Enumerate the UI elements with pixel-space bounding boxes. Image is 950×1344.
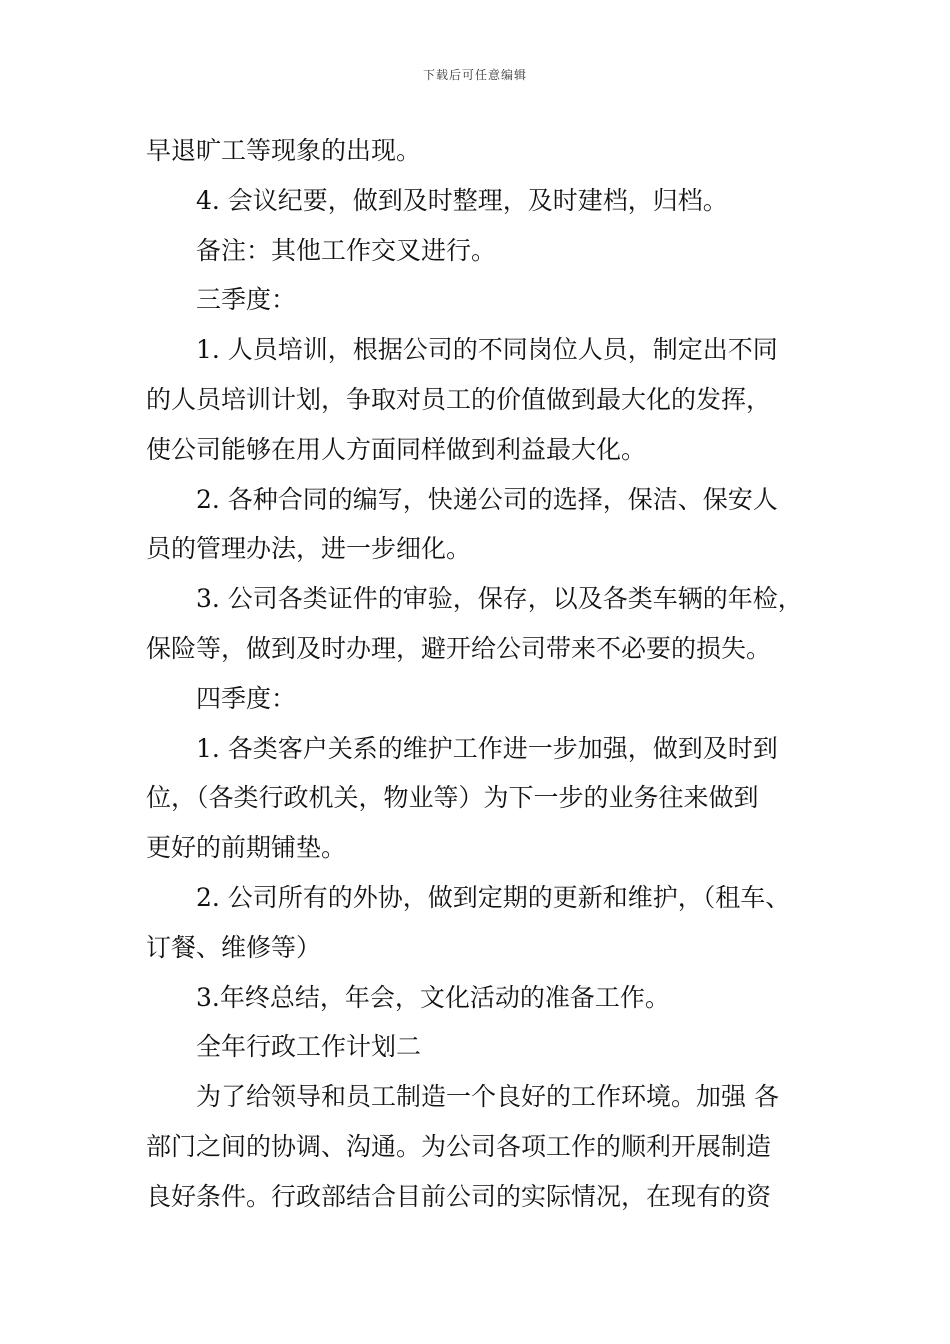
section-heading: 三季度： xyxy=(196,285,297,315)
text-line: 更好的前期铺垫。 xyxy=(146,833,347,863)
text-line: 1. 各类客户关系的维护工作进一步加强，做到及时到 xyxy=(196,733,778,763)
text-line: 2. 各种合同的编写，快递公司的选择，保洁、保安人 xyxy=(196,484,778,514)
section-title: 全年行政工作计划二 xyxy=(196,1032,422,1062)
text-line: 2. 公司所有的外协，做到定期的更新和维护，（租车、 xyxy=(196,882,791,912)
text-line: 的人员培训计划，争取对员工的价值做到最大化的发挥， xyxy=(146,384,772,414)
text-line: 良好条件。行政部结合目前公司的实际情况，在现有的资 xyxy=(146,1181,772,1211)
text-line: 早退旷工等现象的出现。 xyxy=(146,136,422,165)
section-heading: 四季度： xyxy=(196,683,297,713)
text-line: 部门之间的协调、沟通。为公司各项工作的顺利开展制造 xyxy=(146,1131,772,1161)
text-line: 备注：其他工作交叉进行。 xyxy=(196,235,497,265)
document-body xyxy=(146,126,811,1222)
text-line: 3.年终总结，年会，文化活动的准备工作。 xyxy=(196,982,670,1012)
page-header: 下载后可任意编辑 xyxy=(422,68,527,82)
text-line: 为了给领导和员工制造一个良好的工作环境。加强 各 xyxy=(196,1082,779,1112)
text-line: 保险等，做到及时办理，避开给公司带来不必要的损失。 xyxy=(146,633,772,663)
text-line: 使公司能够在用人方面同样做到利益最大化。 xyxy=(146,434,647,464)
text-line: 4. 会议纪要，做到及时整理，及时建档，归档。 xyxy=(196,185,728,215)
text-line: 订餐、维修等） xyxy=(146,932,322,962)
text-line: 位，（各类行政机关，物业等）为下一步的业务往来做到 xyxy=(146,783,759,813)
text-line: 3. 公司各类证件的审验，保存，以及各类车辆的年检， xyxy=(196,584,803,614)
text-line: 员的管理办法，进一步细化。 xyxy=(146,534,472,564)
text-line: 1. 人员培训，根据公司的不同岗位人员，制定出不同 xyxy=(196,335,778,365)
